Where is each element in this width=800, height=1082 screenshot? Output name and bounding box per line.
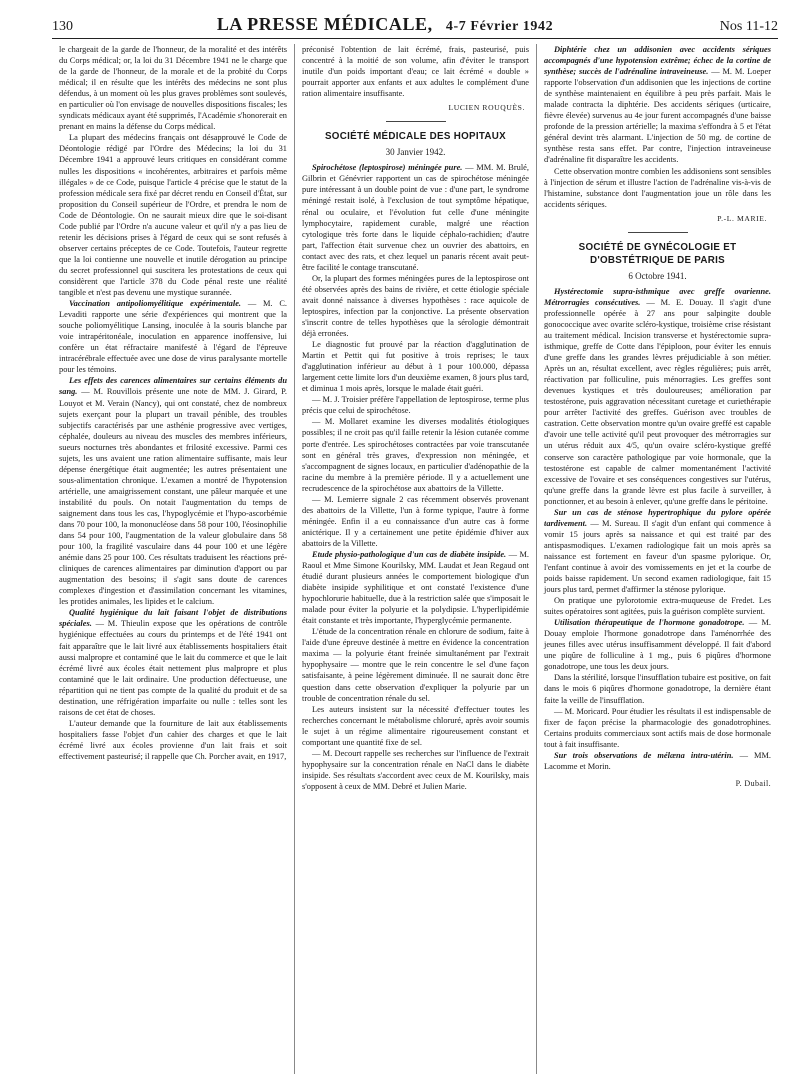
article-paragraph — [302, 748, 529, 792]
article-paragraph — [302, 416, 529, 493]
article-title: Sur un cas de sténose hypertrophique du pylore opérée tardivement. — [544, 507, 771, 528]
article-text: Le diagnostic fut prouvé par la réaction d'agglutination de Martin et Pettit qui fut positive à trois reprises; le taux d'agglutination inférieur au début à 1 pour 100.000, dépassa largement cette limite lors d'un deuxième examen, 8 jours plus tard, et diminua 1 mois après, lorsque le malade était guéri. — [302, 340, 529, 394]
journal-title — [112, 14, 658, 35]
article-author: — M. J. Troisier — [312, 395, 368, 405]
column-3 — [536, 44, 778, 1074]
article-paragraph — [544, 595, 771, 617]
article-text: emploie l'hormone gonadotrope dans l'aménorrhée des jeunes filles avec utérus insuffisamment développé. Il fait d'abord une piqûre de folliculine à 1 mg., puis 6 piqûres d'hormone gonadotrope, une tous les deux jours. — [544, 629, 771, 672]
journal-name: LA PRESSE MÉDICALE, — [216, 14, 433, 34]
article-text: Les auteurs insistent sur la nécessité d'effectuer toutes les recherches concernant le métabolisme chloruré, après avoir soumis le sujet à un régime alimentaire rigoureusement constant et comportant une quantité fixe de sel. — [302, 704, 529, 747]
column-3-top-articles — [544, 44, 771, 210]
article-author: — M. Decourt — [312, 748, 362, 758]
article-paragraph — [302, 394, 529, 416]
article-paragraph — [544, 617, 771, 672]
column-3-articles — [544, 286, 771, 772]
article-paragraph — [302, 273, 529, 339]
article-paragraph — [59, 607, 287, 717]
article-text: préfère l'appellation de leptospirose, terme plus précis que celui de spirochétose. — [302, 395, 529, 416]
article-text: Il s'agit d'un enfant qui commence à vomir 15 jours après sa naissance et qui est traité par des antispasmodiques. L'examen radiologique fait un mois après sa naissance est fortement en faveur d'un spasme pylorique. Or, l'enfant continue à avoir des vomissements en jet et la courbe de poids baisse rapidement. Un second examen radiologique, fait 15 jours plus tard, permet d'affirmer la sténose pylorique. — [544, 518, 772, 595]
article-text: signale 2 cas récemment observés provenant des abattoirs de la Villette, l'un à forme typique, l'autre à forme méningée. Enfin il a eu connaissance d'un autre cas à forme anictérique. Il y a certainement une petite épidémie d'hiver aux abattoirs de la Villette. — [302, 494, 529, 548]
article-text: La plupart des médecins français ont désapprouvé le Code de Déontologie rédigé par l'Ordre des Médecins; la loi du 31 Décembre 1941 a approuvé leurs critiques en considérant comme nulles les dispositions « incohérentes, arbitraires et parfois même illégales » de ce Code, puisque l'article 4 précise que le statut de la profession médicale sera fixé par décret rendu en Conseil d'État, sur proposition du Conseil supérieur de l'Ordre, et prendra le nom de Code de Déontologie. On ne saurait mieux dire que le soi-disant Code publié par l'Ordre n'a aucune valeur et qu'il n'y a pas lieu de retenir les décisions prises à l'égard de ceux qui se sont refusés à observer certains préceptes de ce Code. Toutefois, l'auteur regrette que la loi contienne une nouvelle et inutile dérogation au principe du secret professionnel qui suscitera les protestations de ceux qui considèrent que l'article 378 du Code pénal reste une réalité tangible et n'est pas devenu une mystique surannée. — [59, 133, 287, 298]
issue-number: Nos 11-12 — [719, 19, 778, 34]
article-paragraph — [544, 44, 771, 166]
article-title: Etude physio-pathologique d'un cas de diabète insipide. — [312, 549, 507, 559]
article-paragraph — [302, 549, 529, 626]
article-text: expose que les opérations de contrôle hygiénique effectuées au cours du printemps et de l'été 1941 ont fait apparaître que le lait livré aux établissements hospitaliers était aussi malpropre et contaminé que le lait du commerce et que le lait écrémé livré aux écoles était nettement plus malpropre et plus contaminé que le lait ordinaire. Une production défectueuse, une répartition qui ne tient pas compte de la qualité du produit et de sa destination, une réfrigération imparfaite ou nulle : telles sont les raisons de cet état de choses. — [59, 619, 287, 717]
article-paragraph — [302, 339, 529, 394]
article-author: — M. C. Levaditi — [59, 299, 287, 320]
article-author: — M. Thieulin — [95, 619, 150, 629]
article-paragraph — [544, 672, 771, 705]
article-author: — M. Lemierre — [312, 494, 369, 504]
article-author: — M. M. Loeper — [711, 67, 771, 77]
article-text: L'auteur demande que la fourniture de lait aux établissements hospitaliers fasse l'objet d'un cahier des charges et que le lait écrémé livré aux écoles provienne d'un lait frais et soit effectivement pasteurisé; il rappelle que Ch. Porcher avait, en 1917, — [59, 718, 287, 761]
article-author: — M. Rouvillois présente une note de MM. J. Girard, P. Louyot et M. Verain — [59, 387, 288, 408]
article-author: — M. Douay — [544, 618, 772, 639]
columns — [52, 44, 778, 1074]
article-title: Utilisation thérapeutique de l'hormone gonadotrope. — [554, 618, 745, 628]
article-text: examine les diverses modalités étiologiques possibles; il ne croit pas qu'il faille retenir la lésion cutanée comme porte d'entrée. Les spirochétoses contractées par voie transcutanée sont en général très graves, d'expression non méningée, et s'accompagnent de signes locaux, en particulier d'adénopathie de la racine du membre à la première période. Il y a actuellement une recrudescence de la spirochétose aux abattoirs de la Villette. — [302, 417, 529, 493]
article-paragraph — [544, 750, 771, 772]
article-paragraph — [59, 132, 287, 298]
article-paragraph — [59, 298, 287, 375]
article-title: Diphtérie chez un addisonien avec accidents sériques accompagnés d'une hypotension extrême; échec de la cortine de synthèse; succès de l'adrénaline intraveineuse. — [544, 45, 771, 77]
article-title: Les effets des carences alimentaires sur certains éléments du sang. — [59, 376, 287, 397]
article-text: Cette observation montre combien les addisoniens sont sensibles à l'injection de sérum et illustre l'action de l'adrénaline vis-à-vis de l'histamine, substance dont l'augmentation joue un rôle dans les accidents sériques. — [544, 166, 772, 209]
article-text: rappelle ses recherches sur l'influence de l'extrait hypophysaire sur la concentration rénale en NaCl dans le diabète insipide. Ses résultats s'accordent avec ceux de M. Kourilsky, mais s'opposent à ceux de MM. Debré et Julien Marie. — [302, 748, 529, 791]
column-2 — [294, 44, 536, 1074]
article-title: Vaccination antipoliomyélitique expérimentale. — [69, 299, 242, 309]
article-text: Or, la plupart des formes méningées pures de la leptospirose ont été observées après des bains de rivière, et cette étiologie spéciale avait donné naissance à diverses hypothèses : race aquicole de leptospires, infection par la conjonctive. La présente observation s'inscrit contre de telles hypothèses que la sérologie démontrait déjà erronées. — [302, 273, 529, 339]
article-paragraph — [544, 166, 771, 210]
newspaper-page — [52, 14, 778, 1074]
article-text: On pratique une pylorotomie extra-muqueuse de Fredet. Les suites opératoires sont agitées, puis la guérison complète survient. — [544, 596, 771, 617]
article-text: Il s'agit d'une professionnelle opérée à 27 ans pour salpingite double gonococcique avec ovarite scléro-kystique, troisième crise résistant au traitement médical. Incision transverse et hystérectomie supra-isthmique, greffe de Cotte dans l'épiploon, pour éviter les ennuis d'une greffe dans les grandes lèvres préjudiciable à son métier. Après un an, résultat excellent, avec règles régulières; puis arrêt, réactivation par folliculine, puis ménorragies. Les greffes sont devenues kystiques et très douloureuses; amélioration par testostérone, puis aggravation nécessitant curetage et curiethérapie pour arrêter l'activité des greffes. Guérison avec troubles de castration. Cette observation montre qu'un ovaire greffé est capable d'avoir une telle activité qu'il peut provoquer des métrorragies sur un utérus réduit aux 4/5, qu'un ovaire scléro-kystique greffé conserve son caractère pathologique par voie hormonale, que la testostérone est capable de calmer momentanément l'activité excessive de l'ovaire et ses conséquences congestives sur l'utérus, qu'une greffe dans la grande lèvre est plus facile à surveiller, à ponctionner, et au besoin à enlever, qu'une greffe dans le péritoine. — [544, 297, 771, 506]
society-session-date: 30 Janvier 1942. — [385, 147, 446, 158]
signature-marie: P.-L. MARIE. — [717, 213, 767, 223]
article-paragraph — [302, 162, 529, 272]
issue-date: 4-7 Février 1942 — [445, 19, 554, 34]
article-paragraph — [544, 507, 771, 595]
article-text: (Nancy), qui ont constaté, chez de nombreux sujets exerçant pour la plupart un travail pénible, des troubles subjectifs caractérisés par une asthénie progressive avec vertiges, céphalée, douleurs au niveau des muscles des membres inférieurs, sueurs nocturnes très abondantes et frilosité excessive. Parmi ces sujets, les uns avaient une ration alimentaire suffisante, mais leur dépense énergétique était augmentée; les autres présentaient une sous-alimentation chronique. L'examen a montré de l'hypotension artérielle, une amaigrissement constant, une pâleur marquée et une instabilité du pouls. On notait l'augmentation du temps de saignement dans tous les cas, l'hypoglycémie et l'hypo-ascorbémie dans 70 pour 100, la mononucléose dans 58 pour 100, l'éosinophilie dans 54 pour 100, l'augmentation de la valeur globulaire dans 58 pour 100, la fragilité vasculaire dans 44 pour 100 et une légère anémie dans 25 pour 100. Ces résultats traduisent les réactions pré-cliniques de carences alimentaires par diminution d'apport ou par augmentation des besoins; il s'agit sans doute de carences complexes d'ingestion et d'assimilation concernant les vitamines, les protides animales, les lipides et le calcium. — [59, 398, 287, 607]
page-number: 130 — [52, 19, 73, 34]
article-author: — MM. M. Brulé, Gilbrin et Génévrier — [302, 163, 529, 184]
society-session-date: 6 Octobre 1941. — [628, 270, 687, 281]
article-text: L'étude de la concentration rénale en chlorure de sodium, faite à l'aide d'une épreuve destinée à mettre en évidence la concentration maxima — la polyurie étant freinée simultanément par l'extrait hypophysaire — montre que le rein concentre le sel d'une façon satisfaisante, à peine légèrement diminuée. Il ne saurait donc être question dans cette observation d'expliquer la polyurie par un trouble de concentration rénale du sel. — [302, 627, 529, 703]
page-header — [52, 14, 778, 39]
society-heading: SOCIÉTÉ DE GYNÉCOLOGIE ET D'OBSTÉTRIQUE DE PARIS — [578, 241, 737, 266]
article-paragraph — [544, 286, 771, 507]
article-paragraph — [544, 706, 771, 750]
article-author: — M. E. Douay. — [646, 297, 714, 307]
article-author: — M. Raoul et Mme Simone Kourilsky, MM. Laudat et Jean Regaud — [302, 549, 530, 571]
article-text: Pour étudier les résultats il est indispensable de fixer de façon précise la pharmacologie des gonadotrophines. Certains produits commerciaux sont actifs mais de dose hormonale tout à fait insuffisante. — [544, 706, 771, 749]
article-author: — M. Sureau. — [590, 518, 641, 528]
article-title: Spirochétose (leptospirose) méningée pure. — [312, 163, 463, 173]
article-paragraph — [302, 626, 529, 703]
column-1 — [52, 44, 294, 1074]
article-text: ont étudié durant plusieurs années le comportement biologique d'un diabète insipide syphilitique et ont constaté l'existence d'une hypochlorurie habituelle, due à la restriction salée que s'imposait le malade pour éviter la polyurie et la polydipsie. L'hyperlipidémie était constante et très importante, l'hyperglycémie permanente. — [302, 561, 530, 626]
column-2-articles — [302, 162, 529, 792]
article-paragraph — [59, 718, 287, 762]
article-author: — M. Mollaret — [312, 417, 368, 427]
signature-rouques: LUCIEN ROUQUÈS. — [448, 103, 525, 113]
col2-continuation: préconisé l'obtention de lait écrémé, frais, pasteurisé, puis concentré à la moitié de son volume, afin d'éviter le transport inutile d'un poids important d'eau; ce lait écrémé « double » pourrait apporter aux enfants et aux adultes le complément d'une ration alimentaire insuffisante. — [302, 45, 529, 99]
article-text: rapportent un cas de spirochétose méningée pure intéressant à un double point de vue : d'une part, le syndrome méningé restait isolé, à l'exclusion de tout symptôme hépatique, rénal ou oculaire, et l'évolution fut celle d'une méningite lymphocytaire, rapidement curable, malgré une réaction cytologique très forte dans le liquide céphalo-rachidien; d'autre part, l'affection était survenue chez un ouvrier des abattoirs, en contact avec des rats, et chez lequel un panaris récent avait peut-être facilité le contage transcutané. — [302, 174, 530, 272]
section-divider — [628, 232, 688, 233]
article-title: Sur trois observations de mélæna intra-utérin. — [554, 750, 734, 760]
article-text: le chargeait de la garde de l'honneur, de la moralité et des intérêts du Corps médical; or, la loi du 31 Décembre 1941 ne le charge que de la garde de l'honneur, de la morale et de la probité du Corps médical; il en résulte que les intérêts des médecins ne sont plus défendus, à un moment où les plus graves problèmes sont soulevés, en particulier où l'on envisage de nouvelles dispositions fiscales; les syndicats médicaux ayant été supprimés, l'Académie s'honorerait en prenant en mains la défense du Corps médical. — [59, 45, 287, 132]
article-title: Qualité hygiénique du lait faisant l'objet de distributions spéciales. — [59, 608, 287, 629]
article-author: — MM. Lacomme et Morin. — [544, 750, 772, 771]
society-heading: SOCIÉTÉ MÉDICALE DES HOPITAUX — [324, 131, 507, 143]
article-text: rapporte une série d'expériences qui montrent que la souche poliomyélitique Lansing, inoculée à la souris blanche par voie intrapéritonéale, inoculation en apparence inoffensive, lui confère un état réfractaire manifesté à l'égard de l'épreuve intracérébrale effectuée avec une dose de virus paralysante mortelle pour les témoins. — [59, 310, 287, 375]
article-paragraph — [302, 494, 529, 549]
article-title: Hystérectomie supra-isthmique avec greffe ovarienne. Métrorragies consécutives. — [544, 286, 771, 307]
signature-dubail: P. Dubail. — [735, 778, 771, 788]
article-paragraph — [59, 44, 287, 132]
article-paragraph — [302, 704, 529, 748]
section-divider — [386, 121, 446, 122]
article-author: — M. Moricard. — [554, 706, 610, 716]
article-text: Dans la stérilité, lorsque l'insufflation tubaire est positive, on fait dans le mois 6 piqûres d'hormone gonadotrope, la dernière étant faite la veille de l'insufflation. — [544, 673, 771, 705]
article-text: rapporte l'observation d'un addisonien que les injections de cortine de synthèse maintenaient en équilibre à peu près parfait. Mais le malade contracta la diphtérie. Des accidents sériques (urticaire, fièvre élevée) survenus au 4e jour furent accompagnés d'une baisse profonde de la pression artérielle; la maxima s'effondra à 5 et l'état général devint très alarmant. L'injection de 50 mg. de cortine de synthèse resta sans effet. Par contre, l'injection intraveineuse d'adrénaline fit disparaître les accidents. — [544, 78, 771, 165]
article-paragraph — [59, 375, 287, 607]
